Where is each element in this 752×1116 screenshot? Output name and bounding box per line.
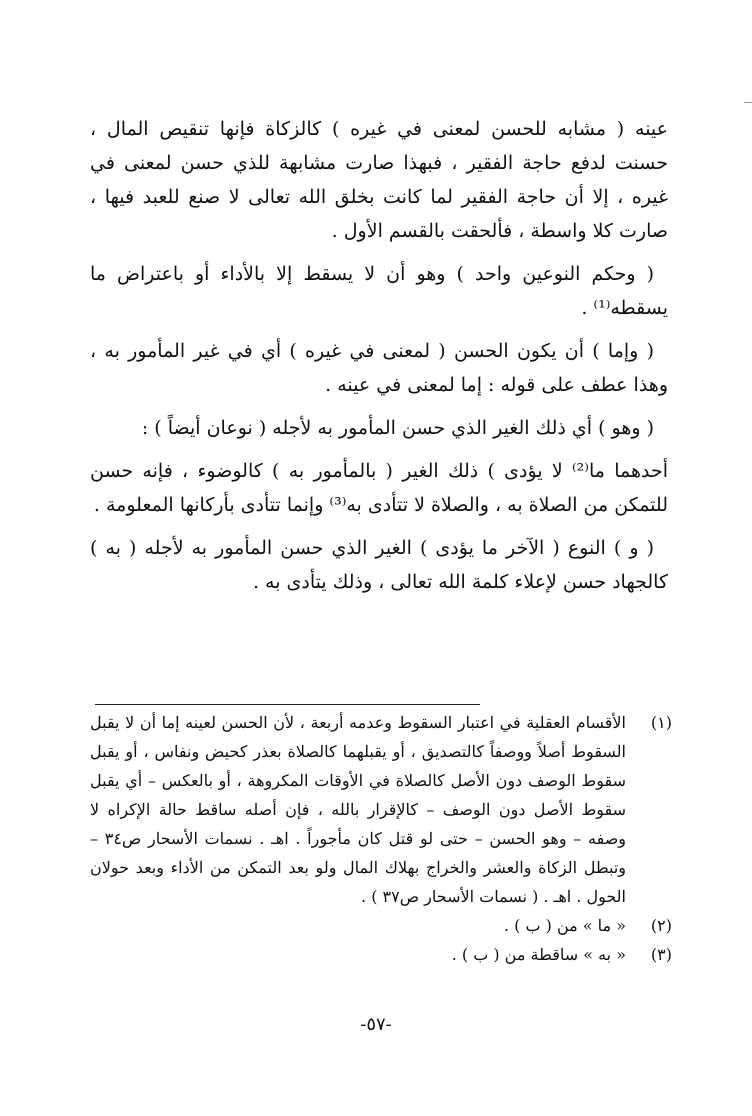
footnote-3 — [90, 940, 672, 969]
page-number: -٥٧- — [360, 1014, 392, 1035]
footnote-1 — [90, 708, 672, 911]
footnote-number: (٢) — [650, 916, 672, 935]
paragraph-5: أحدهما ما⁽²⁾ لا يؤدى ) ذلك الغير ( بالمأمور به ) كالوضوء ، فإنه حسن للتمكن من الصلاة به ، والصلاة لا تتأدى به⁽³⁾ وإنما تتأدى بأركانها المعلومة . — [90, 460, 668, 516]
footnote-number: (٣) — [650, 945, 672, 964]
footnote-2 — [90, 911, 672, 940]
footnote-text: « به » ساقطة من ( ب ) . — [451, 945, 626, 964]
paragraph-1: عينه ( مشابه للحسن لمعنى في غيره ) كالزكاة فإنها تنقيص المال ، حسنت لدفع حاجة الفقير ، فبهذا صارت مشابهة للذي حسن لمعنى في غيره ، إلا أن حاجة الفقير لما كانت بخلق الله تعالى لا صنع للعبد فيها ، صارت كلا واسطة ، فألحقت بالقسم الأول . — [90, 118, 668, 242]
paragraph-4: ( وهو ) أي ذلك الغير الذي حسن المأمور به لأجله ( نوعان أيضاً ) : — [141, 417, 654, 439]
footnote-text: « ما » من ( ب ) . — [503, 916, 626, 935]
footnote-divider — [95, 704, 480, 705]
main-text — [90, 112, 668, 608]
footnotes — [90, 708, 672, 969]
footnote-text: الأقسام العقلية في اعتبار السقوط وعدمه أربعة ، لأن الحسن لعينه إما أن لا يقبل السقوط أصلاً ووصفاً كالتصديق ، أو يقبلهما كالصلاة بعذر كحيض ونفاس ، أو يقبل سقوط الوصف دون الأصل كالصلاة في الأوقات المكروهة ، أو بالعكس – أي يقبل سقوط الأصل دون الوصف – كالإقرار بالله ، فإن أصله ساقط حالة الإكراه لا وصفه – وهو الحسن – حتى لو قتل كان مأجوراً . اهـ . نسمات الأسحار ص٣٤ – وتبطل الزكاة والعشر والخراج بهلاك المال ولو بعد التمكن من الأداء وبعد حولان الحول . اهـ . ( نسمات الأسحار ص٣٧ ) . — [90, 713, 627, 906]
paragraph-2: ( وحكم النوعين واحد ) وهو أن لا يسقط إلا بالأداء أو باعتراض ما يسقطه⁽¹⁾ . — [90, 263, 668, 319]
footnote-number: (١) — [650, 713, 672, 732]
paragraph-6: ( و ) النوع ( الآخر ما يؤدى ) الغير الذي حسن المأمور به لأجله ( به ) كالجهاد حسن لإعلاء كلمة الله تعالى ، وذلك يتأدى به . — [90, 537, 668, 593]
page-edge-mark — [744, 102, 752, 103]
paragraph-3: ( وإما ) أن يكون الحسن ( لمعنى في غيره ) أي في غير المأمور به ، وهذا عطف على قوله : إما لمعنى في عينه . — [90, 340, 668, 396]
